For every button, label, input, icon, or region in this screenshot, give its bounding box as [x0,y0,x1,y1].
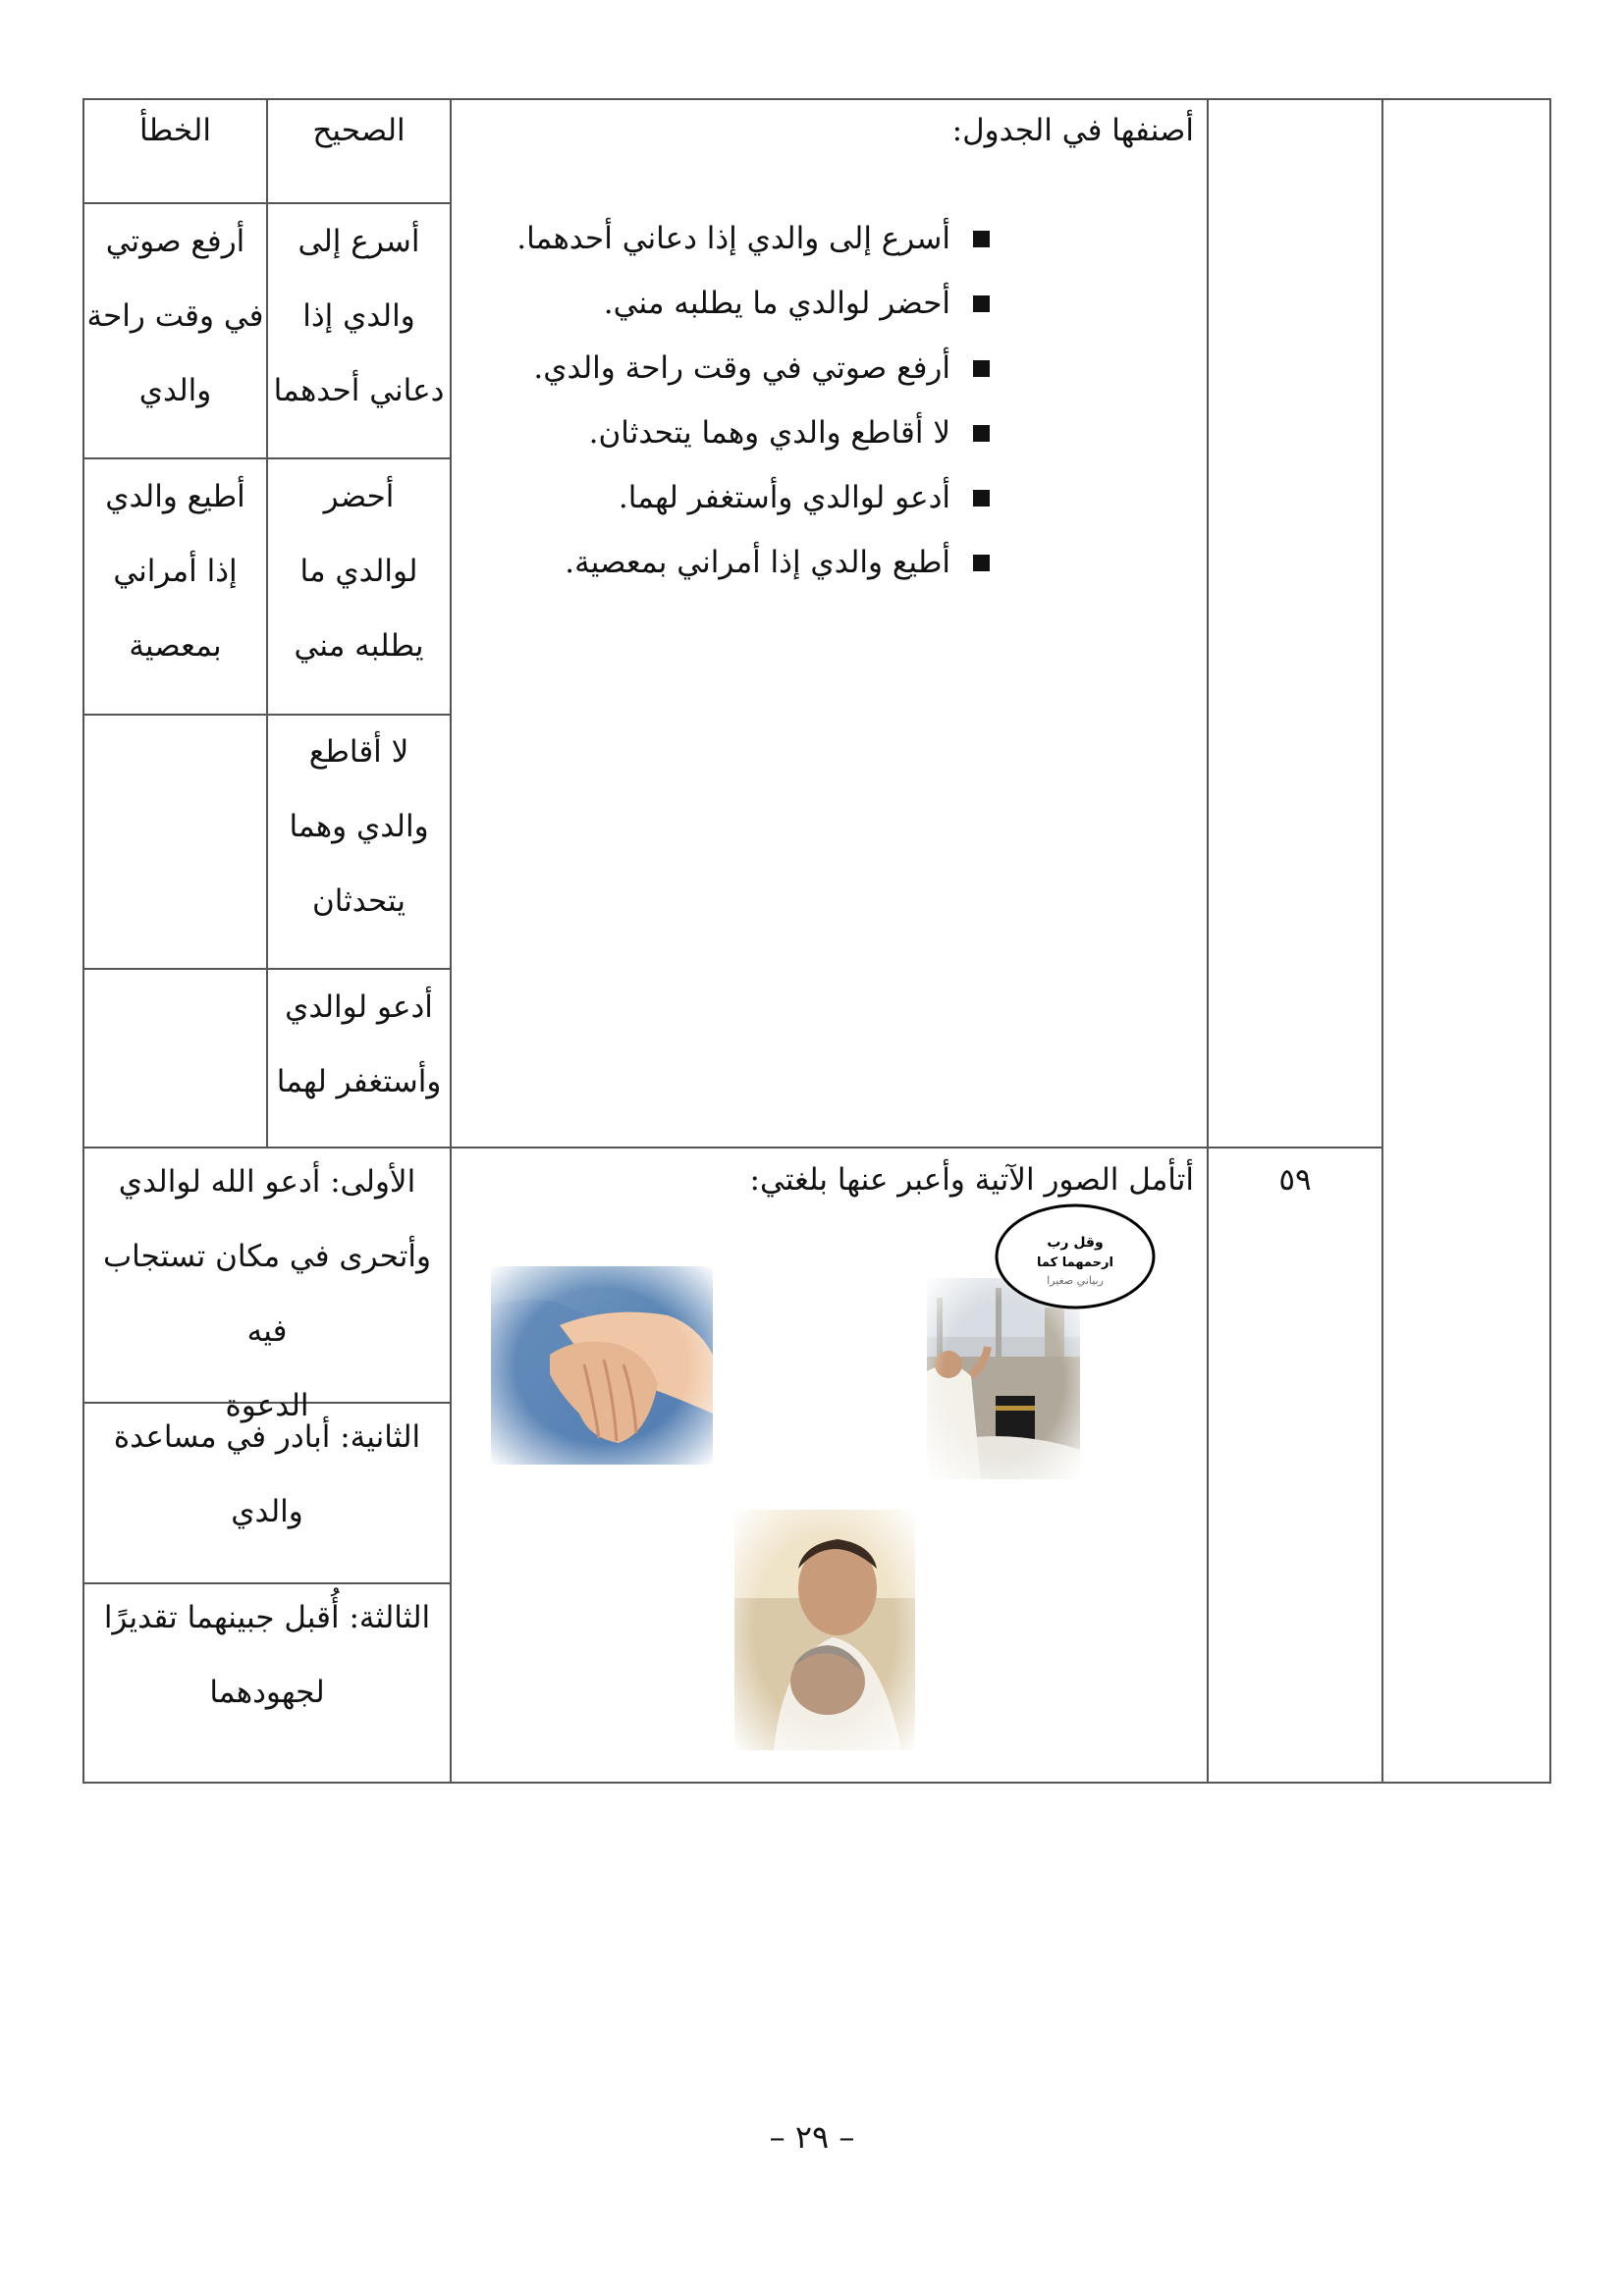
square-bullet-icon [973,231,990,247]
square-bullet-icon [973,555,990,571]
square-bullet-icon [973,490,990,507]
list-item: أحضر لوالدي ما يطلبه مني. [530,271,992,336]
table-right-border [1549,98,1551,1784]
list-item: لا أقاطع والدي وهما يتحدثان. [530,400,992,465]
answer-cell: الأولى: أدعو الله لوالدي وأتحرى في مكان تستجاب فيه الدعوة [102,1164,432,1423]
speech-bubble [992,1200,1159,1317]
sort-right-cell: أسرع إلى والدي إذا دعاني أحدهما [273,224,445,408]
speech-bubble-line: ارحمهما كما [1037,1255,1113,1270]
square-bullet-icon [973,295,990,312]
speech-bubble-line: وقل رب [1047,1235,1104,1251]
speech-bubble-line: ربياني صغيرا [1047,1274,1104,1287]
images-instruction: أتأمل الصور الآتية وأعبر عنها بلغتي: [749,1162,1194,1198]
sort-wrong-cell: أرفع صوتي في وقت راحة والدي [86,224,264,408]
list-item: أطيع والدي إذا أمراني بمعصية. [530,530,992,595]
header-right: الصحيح [312,113,406,148]
header-wrong: الخطأ [139,113,211,148]
answer-cell: الثالثة: أُقبل جبينهما تقديرًا لجهودهما [103,1600,431,1710]
answer-cell: الثانية: أبادر في مساعدة والدي [113,1419,421,1529]
activity-number: ٥٩ [1278,1162,1312,1198]
list-item: أسرع إلى والدي إذا دعاني أحدهما. [530,206,992,271]
sort-wrong-cell: أطيع والدي إذا أمراني بمعصية [105,479,245,664]
number-column-divider [1381,98,1383,1784]
holding-hands-photo [491,1266,713,1465]
sort-right-cell: أدعو لوالدي وأستغفر لهما [276,989,442,1099]
classify-instruction: أصنفها في الجدول: [951,113,1194,148]
page-number: – ٢٩ – [769,2118,855,2156]
sort-right-cell: أحضر لوالدي ما يطلبه مني [294,479,424,664]
list-item: أدعو لوالدي وأستغفر لهما. [530,465,992,530]
statement-list [516,206,992,595]
list-item: أرفع صوتي في وقت راحة والدي. [530,336,992,400]
table-bottom-border [82,1782,1551,1784]
answer-column-divider [450,98,452,1784]
kissing-forehead-photo [734,1510,915,1750]
square-bullet-icon [973,360,990,377]
square-bullet-icon [973,425,990,442]
sort-right-cell: لا أقاطع والدي وهما يتحدثان [289,734,429,919]
content-column-divider [1207,98,1209,1784]
